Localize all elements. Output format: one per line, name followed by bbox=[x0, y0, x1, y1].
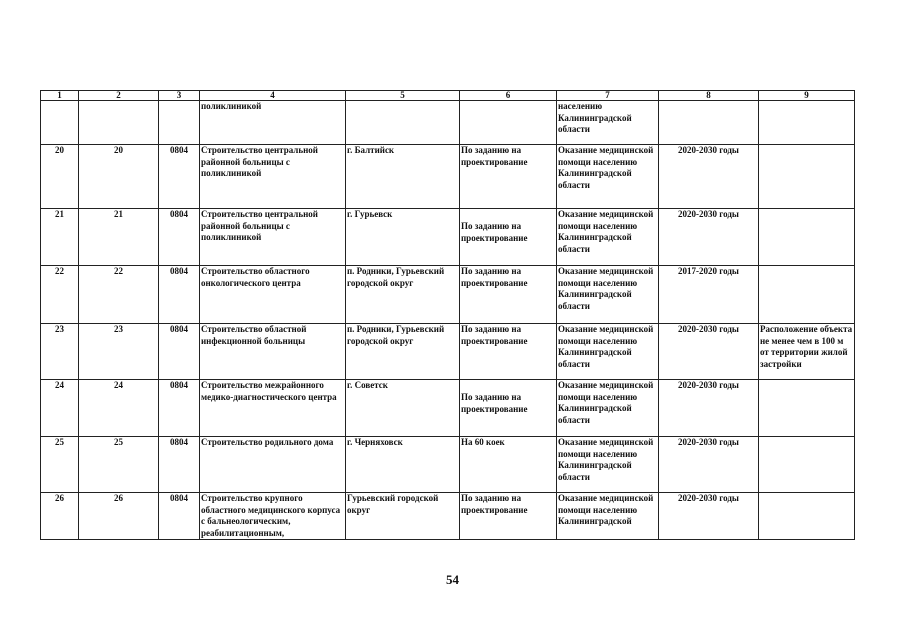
cell-code: 0804 bbox=[159, 493, 200, 540]
cell-note bbox=[759, 145, 855, 209]
cell-period: 2020-2030 годы bbox=[659, 209, 759, 266]
cell-num: 26 bbox=[41, 493, 79, 540]
cell-index: 23 bbox=[79, 324, 159, 380]
cell-code: 0804 bbox=[159, 145, 200, 209]
cell-index: 25 bbox=[79, 437, 159, 493]
col-header-7: 7 bbox=[557, 91, 659, 101]
cell-characteristics: По заданию на проектирование bbox=[460, 380, 557, 437]
cell-object: Строительство областного онкологического центра bbox=[200, 266, 346, 324]
cell-period: 2020-2030 годы bbox=[659, 437, 759, 493]
object-table bbox=[40, 90, 855, 540]
cell-location: г. Черняховск bbox=[346, 437, 460, 493]
cell-object: Строительство центральной районной больницы с поликлиникой bbox=[200, 145, 346, 209]
cell-location: п. Родники, Гурьевский городской округ bbox=[346, 266, 460, 324]
cell-note bbox=[759, 101, 855, 145]
cell-object: Строительство крупного областного медицинского корпуса с бальнеологическим, реабилитационным, bbox=[200, 493, 346, 540]
cell-index: 22 bbox=[79, 266, 159, 324]
cell-code: 0804 bbox=[159, 209, 200, 266]
cell-code bbox=[159, 101, 200, 145]
cell-location: п. Родники, Гурьевский городской округ bbox=[346, 324, 460, 380]
col-header-1: 1 bbox=[41, 91, 79, 101]
cell-purpose: Оказание медицинской помощи населению Калининградской области bbox=[557, 324, 659, 380]
cell-characteristics: По заданию на проектирование bbox=[460, 266, 557, 324]
cell-num: 23 bbox=[41, 324, 79, 380]
page-number: 54 bbox=[446, 572, 459, 587]
cell-object: Строительство центральной районной больницы с поликлиникой bbox=[200, 209, 346, 266]
cell-num: 25 bbox=[41, 437, 79, 493]
col-header-9: 9 bbox=[759, 91, 855, 101]
cell-period bbox=[659, 101, 759, 145]
cell-purpose: Оказание медицинской помощи населению Калининградской области bbox=[557, 209, 659, 266]
cell-purpose: Оказание медицинской помощи населению Калининградской области bbox=[557, 437, 659, 493]
cell-purpose: Оказание медицинской помощи населению Калининградской области bbox=[557, 145, 659, 209]
cell-num: 20 bbox=[41, 145, 79, 209]
cell-characteristics: По заданию на проектирование bbox=[460, 324, 557, 380]
table-row bbox=[41, 209, 855, 266]
cell-note bbox=[759, 380, 855, 437]
header-row bbox=[41, 91, 855, 101]
col-header-3: 3 bbox=[159, 91, 200, 101]
cell-code: 0804 bbox=[159, 324, 200, 380]
cell-purpose: Оказание медицинской помощи населению Калининградской bbox=[557, 493, 659, 540]
table-row bbox=[41, 266, 855, 324]
cell-location: Гурьевский городской округ bbox=[346, 493, 460, 540]
table-row bbox=[41, 101, 855, 145]
table-row bbox=[41, 493, 855, 540]
cell-characteristics: По заданию на проектирование bbox=[460, 145, 557, 209]
col-header-6: 6 bbox=[460, 91, 557, 101]
cell-object: поликлиникой bbox=[200, 101, 346, 145]
table-row bbox=[41, 437, 855, 493]
cell-index: 20 bbox=[79, 145, 159, 209]
col-header-8: 8 bbox=[659, 91, 759, 101]
cell-note bbox=[759, 437, 855, 493]
cell-characteristics: По заданию на проектирование bbox=[460, 209, 557, 266]
cell-object: Строительство родильного дома bbox=[200, 437, 346, 493]
cell-index bbox=[79, 101, 159, 145]
col-header-2: 2 bbox=[79, 91, 159, 101]
cell-num: 24 bbox=[41, 380, 79, 437]
cell-note bbox=[759, 209, 855, 266]
cell-characteristics: На 60 коек bbox=[460, 437, 557, 493]
cell-period: 2020-2030 годы bbox=[659, 493, 759, 540]
cell-period: 2020-2030 годы bbox=[659, 145, 759, 209]
col-header-4: 4 bbox=[200, 91, 346, 101]
cell-purpose: Оказание медицинской помощи населению Калининградской области bbox=[557, 380, 659, 437]
cell-purpose: населению Калининградской области bbox=[557, 101, 659, 145]
cell-period: 2020-2030 годы bbox=[659, 324, 759, 380]
cell-code: 0804 bbox=[159, 437, 200, 493]
cell-object: Строительство межрайонного медико-диагностического центра bbox=[200, 380, 346, 437]
table-row bbox=[41, 324, 855, 380]
table-row bbox=[41, 380, 855, 437]
cell-note: Расположение объекта не менее чем в 100 м от территории жилой застройки bbox=[759, 324, 855, 380]
cell-characteristics bbox=[460, 101, 557, 145]
col-header-5: 5 bbox=[346, 91, 460, 101]
cell-location: г. Советск bbox=[346, 380, 460, 437]
cell-location: г. Балтийск bbox=[346, 145, 460, 209]
table-row bbox=[41, 145, 855, 209]
cell-num: 22 bbox=[41, 266, 79, 324]
cell-note bbox=[759, 266, 855, 324]
cell-index: 21 bbox=[79, 209, 159, 266]
cell-num bbox=[41, 101, 79, 145]
cell-code: 0804 bbox=[159, 380, 200, 437]
cell-characteristics: По заданию на проектирование bbox=[460, 493, 557, 540]
cell-location: г. Гурьевск bbox=[346, 209, 460, 266]
cell-index: 26 bbox=[79, 493, 159, 540]
cell-period: 2017-2020 годы bbox=[659, 266, 759, 324]
cell-object: Строительство областной инфекционной больницы bbox=[200, 324, 346, 380]
cell-purpose: Оказание медицинской помощи населению Калининградской области bbox=[557, 266, 659, 324]
cell-code: 0804 bbox=[159, 266, 200, 324]
cell-num: 21 bbox=[41, 209, 79, 266]
cell-location bbox=[346, 101, 460, 145]
cell-period: 2020-2030 годы bbox=[659, 380, 759, 437]
cell-index: 24 bbox=[79, 380, 159, 437]
cell-note bbox=[759, 493, 855, 540]
